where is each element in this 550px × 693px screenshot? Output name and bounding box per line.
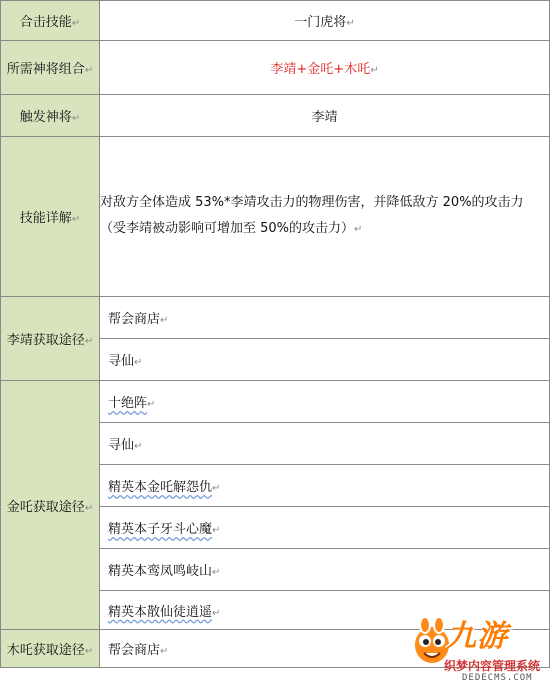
- label-text: 技能详解: [19, 211, 72, 226]
- row-combo-skill: [1, 1, 550, 41]
- paragraph-mark: ↵: [71, 113, 81, 124]
- paragraph-mark: ↵: [212, 525, 221, 536]
- list-item: [100, 507, 550, 549]
- paragraph-mark: ↵: [370, 65, 379, 76]
- row-jinzha-source-1: [1, 381, 550, 423]
- value-trigger-general: [100, 95, 550, 137]
- item-text: 精英本金吒解怨仇: [108, 480, 213, 495]
- list-item: [100, 549, 550, 591]
- watermark-system-text: 织梦内容管理系统: [444, 659, 541, 673]
- label-text: 李靖获取途径: [6, 333, 85, 348]
- item-text: 精英本鸾凤鸣岐山: [108, 564, 213, 579]
- value-combo-skill: [100, 1, 550, 41]
- value-skill-detail: [100, 137, 550, 297]
- label-skill-detail: [1, 137, 100, 297]
- label-required-generals: [1, 41, 100, 95]
- paragraph-mark: ↵: [160, 315, 169, 326]
- label-text: 合击技能: [19, 15, 72, 30]
- paragraph-mark: ↵: [212, 483, 221, 494]
- label-lijing-source: [1, 297, 100, 381]
- paragraph-mark: ↵: [71, 18, 81, 29]
- paragraph-mark: ↵: [84, 65, 94, 76]
- label-text: 触发神将: [19, 110, 72, 125]
- item-text: 寻仙: [108, 354, 135, 369]
- value-text: 对敌方全体造成 53%*李靖攻击力的物理伤害，并降低敌方 20%的攻击力（受李靖被动影响可增加至 50%的攻击力）: [100, 195, 524, 236]
- list-item: [100, 423, 550, 465]
- label-muzha-source: [1, 630, 100, 668]
- paragraph-mark: ↵: [84, 646, 94, 657]
- paragraph-mark: ↵: [346, 18, 355, 29]
- item-text: 精英本散仙徒逍遥: [108, 604, 213, 620]
- item-text: 十绝阵: [108, 396, 148, 411]
- list-item: [100, 381, 550, 423]
- site-watermark: [408, 609, 546, 689]
- paragraph-mark: ↵: [84, 502, 94, 514]
- paragraph-mark: ↵: [134, 441, 143, 452]
- paragraph-mark: ↵: [84, 336, 94, 347]
- value-text: 一门虎将: [294, 15, 347, 30]
- paragraph-mark: ↵: [212, 567, 221, 578]
- row-required-generals: [1, 41, 550, 95]
- list-item: [100, 297, 550, 339]
- list-item: [100, 465, 550, 507]
- row-lijing-source-1: [1, 297, 550, 339]
- label-text: 所需神将组合: [6, 62, 85, 77]
- item-text: 帮会商店: [108, 643, 161, 658]
- item-text: 寻仙: [108, 438, 135, 453]
- watermark-url: DEDECMS.COM: [462, 673, 533, 683]
- item-text: 帮会商店: [108, 312, 161, 327]
- item-text: 精英本子牙斗心魔: [108, 522, 213, 537]
- paragraph-mark: ↵: [147, 399, 156, 410]
- watermark-logo: 九游: [446, 619, 508, 654]
- row-trigger-general: [1, 95, 550, 137]
- paragraph-mark: ↵: [134, 357, 143, 368]
- value-required-generals: [100, 41, 550, 95]
- list-item: [100, 339, 550, 381]
- label-text: 木吒获取途径: [6, 643, 85, 658]
- paragraph-mark: ↵: [160, 646, 169, 657]
- row-skill-detail: [1, 137, 550, 297]
- label-combo-skill: [1, 1, 100, 41]
- value-text: 李靖+金吒+木吒: [270, 62, 371, 77]
- value-text: 李靖: [311, 110, 338, 125]
- label-trigger-general: [1, 95, 100, 137]
- label-jinzha-source: [1, 381, 100, 630]
- label-text: 金吒获取途径: [6, 499, 85, 515]
- paragraph-mark: ↵: [71, 214, 81, 225]
- paragraph-mark: ↵: [212, 607, 221, 619]
- paragraph-mark: ↵: [354, 224, 363, 235]
